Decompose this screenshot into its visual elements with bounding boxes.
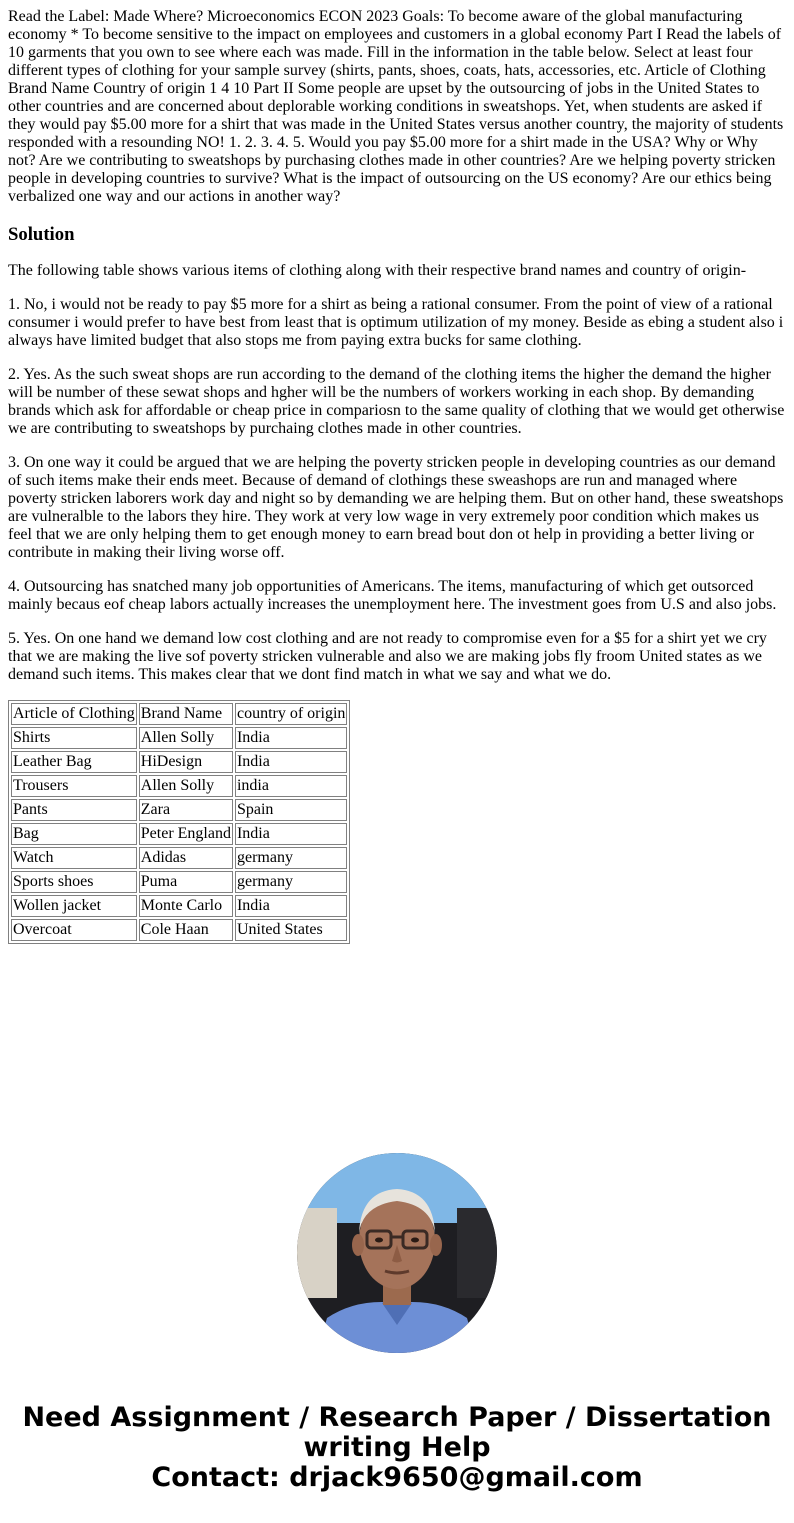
table-row xyxy=(11,727,347,749)
table-cell: germany xyxy=(235,871,347,893)
table-cell: India xyxy=(235,823,347,845)
table-cell: Allen Solly xyxy=(139,775,233,797)
avatar-illustration xyxy=(297,1153,497,1353)
table-row xyxy=(11,895,347,917)
tutor-avatar-photo xyxy=(297,1153,497,1353)
table-row xyxy=(11,799,347,821)
clothing-table xyxy=(8,700,350,944)
document-body xyxy=(8,8,786,944)
table-cell: Monte Carlo xyxy=(139,895,233,917)
table-cell: India xyxy=(235,895,347,917)
table-cell: Allen Solly xyxy=(139,727,233,749)
table-cell: Shirts xyxy=(11,727,137,749)
table-cell: Sports shoes xyxy=(11,871,137,893)
table-row xyxy=(11,823,347,845)
table-cell: Spain xyxy=(235,799,347,821)
table-row xyxy=(11,919,347,941)
table-cell: Watch xyxy=(11,847,137,869)
header-cell: Article of Clothing xyxy=(11,703,137,725)
banner-line-1: Need Assignment / Research Paper / Dissertation xyxy=(22,1402,772,1433)
table-row xyxy=(11,775,347,797)
table-cell: Zara xyxy=(139,799,233,821)
answer-5: 5. Yes. On one hand we demand low cost clothing and are not ready to compromise even for a $5 for a shirt yet we cry that we are making the live sof poverty stricken vulnerable and also we are making jobs fly froom United states as we demand such items. This makes clear that we dont find match in what we say and what we do. xyxy=(8,630,767,683)
table-cell: United States xyxy=(235,919,347,941)
help-banner xyxy=(0,1403,794,1493)
table-cell: Wollen jacket xyxy=(11,895,137,917)
answer-1: 1. No, i would not be ready to pay $5 more for a shirt as being a rational consumer. From the point of view of a rational consumer i would prefer to have best from least that is optimum utilization of my money. Beside as ebing a student also i always have limited budget that also stops me from paying extra bucks for same clothing. xyxy=(8,296,784,349)
table-cell: india xyxy=(235,775,347,797)
header-cell: country of origin xyxy=(235,703,347,725)
banner-line-2: writing Help xyxy=(303,1432,491,1463)
table-cell: Overcoat xyxy=(11,919,137,941)
solution-heading: Solution xyxy=(8,224,75,245)
table-cell: India xyxy=(235,727,347,749)
table-header-row xyxy=(11,703,347,725)
table-row xyxy=(11,847,347,869)
table-row xyxy=(11,751,347,773)
answer-3: 3. On one way it could be argued that we are helping the poverty stricken people in developing countries as our demand of such items make their ends meet. Because of demand of clothings these sweashops are run and managed where poverty stricken laborers work day and night so by demanding we are helping them. But on other hand, these sweatshops are vulneralble to the labors they hire. They work at very low wage in very extremely poor condition which makes us feel that we are only helping them to get enough money to earn bread bout don ot help in providing a better living or contribute in making their living worse off. xyxy=(8,454,784,561)
question-text: Read the Label: Made Where? Microeconomics ECON 2023 Goals: To become aware of the global manufacturing economy * To become sensitive to the impact on employees and customers in a global economy Part I Read the labels of 10 garments that you own to see where each was made. Fill in the information in the table below. Select at least four different types of clothing for your sample survey (shirts, pants, shoes, coats, hats, accessories, etc. Article of Clothing Brand Name Country of origin 1 4 10 Part II Some people are upset by the outsourcing of jobs in the United States to other countries and are concerned about deplorable working conditions in sweatshops. Yet, when students are asked if they would pay $5.00 more for a shirt that was made in the United States versus another country, the majority of students responded with a resounding NO! 1. 2. 3. 4. 5. Would you pay $5.00 more for a shirt made in the USA? Why or Why not? Are we contributing to sweatshops by purchasing clothes made in other countries? Are we helping poverty stricken people in developing countries to survive? What is the impact of outsourcing on the US economy? Are our ethics being verbalized one way and our actions in another way? xyxy=(8,8,784,205)
banner-contact: Contact: drjack9650@gmail.com xyxy=(151,1462,643,1493)
table-cell: HiDesign xyxy=(139,751,233,773)
header-cell: Brand Name xyxy=(139,703,233,725)
table-cell: Puma xyxy=(139,871,233,893)
table-cell: Peter England xyxy=(139,823,233,845)
table-cell: germany xyxy=(235,847,347,869)
table-cell: Adidas xyxy=(139,847,233,869)
table-cell: Pants xyxy=(11,799,137,821)
table-cell: India xyxy=(235,751,347,773)
solution-intro: The following table shows various items of clothing along with their respective brand names and country of origin- xyxy=(8,262,747,279)
table-cell: Leather Bag xyxy=(11,751,137,773)
table-cell: Cole Haan xyxy=(139,919,233,941)
answer-4: 4. Outsourcing has snatched many job opportunities of Americans. The items, manufacturing of which get outsorced mainly becaus eof cheap labors actually increases the unemployment here. The investment goes from U.S and also jobs. xyxy=(8,578,777,613)
table-row xyxy=(11,871,347,893)
table-cell: Bag xyxy=(11,823,137,845)
answer-2: 2. Yes. As the such sweat shops are run according to the demand of the clothing items the higher the demand the higher will be number of these sewat shops and hgher will be the numbers of workers working in each shop. By demanding brands which ask for affordable or cheap price in compariosn to the same quality of clothing that we would get otherwise we are contributing to sweatshops by purchaing clothes made in other countries. xyxy=(8,366,785,437)
table-cell: Trousers xyxy=(11,775,137,797)
